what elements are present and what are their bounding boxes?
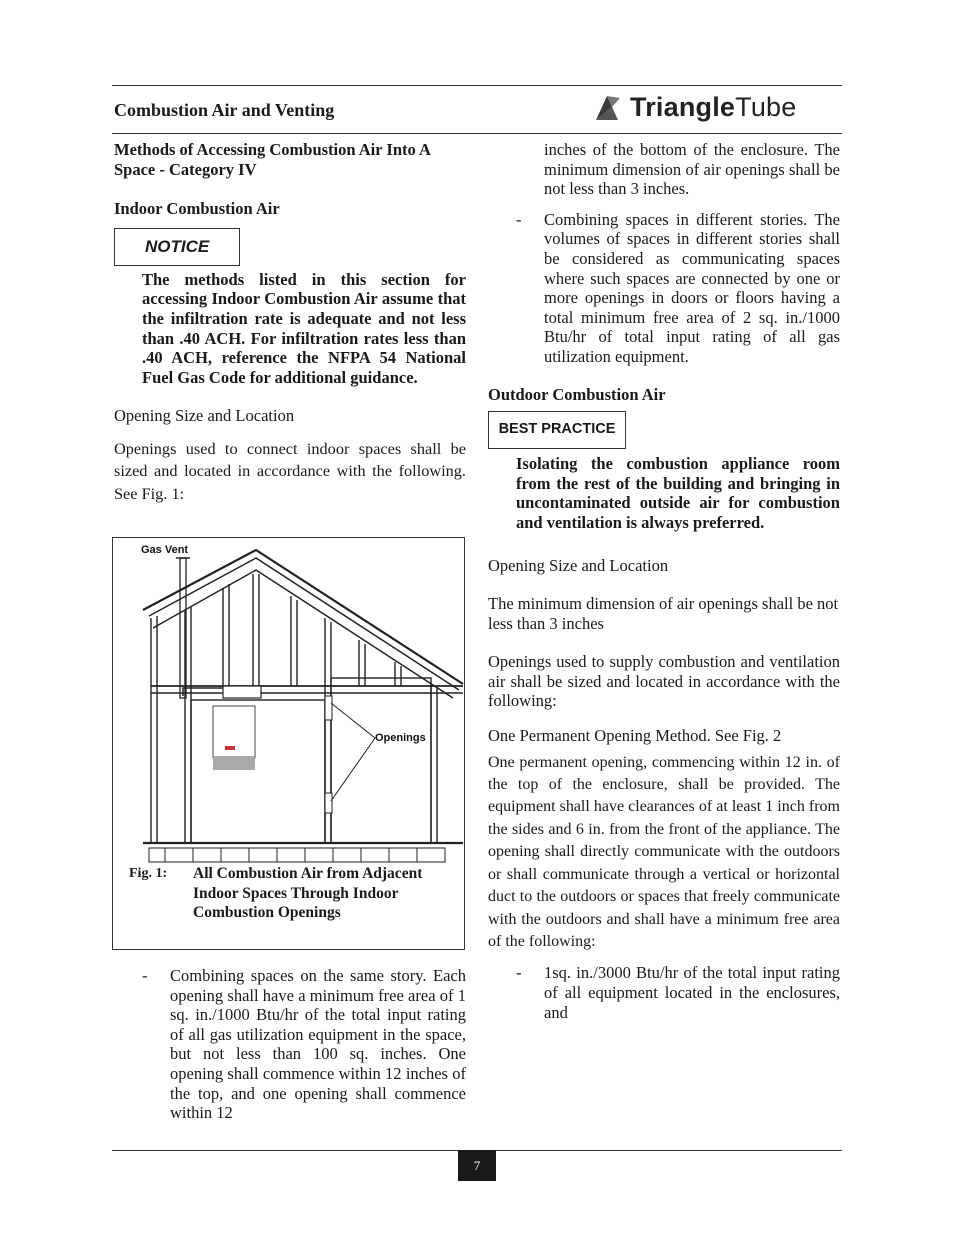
bullet-3000-text: 1sq. in./3000 Btu/hr of the total input rating of all equipment located in the enclosures, and <box>544 963 840 1022</box>
gas-vent-label: Gas Vent <box>141 544 189 556</box>
min-dimension-text: The minimum dimension of air openings shall be not less than 3 inches <box>488 594 839 633</box>
notice-label: NOTICE <box>145 236 210 256</box>
bullet-different-stories <box>516 210 840 367</box>
figure-caption-text: All Combustion Air from Adjacent Indoor Spaces Through Indoor Combustion Openings <box>193 865 423 921</box>
opening-size-title: Opening Size and Location <box>114 406 295 426</box>
notice-text: The methods listed in this section for accessing Indoor Combustion Air assume that the infiltration rate is adequate and not less than .40 ACH. For infiltration rates less than .40 ACH, reference the NFPA 54 National Fuel Gas Code for additional guidance. <box>142 269 466 387</box>
left-column-bottom <box>142 966 466 1123</box>
indoor-heading: Indoor Combustion Air <box>114 199 280 219</box>
triangle-tube-logo <box>590 88 840 126</box>
figure-1 <box>112 537 465 950</box>
best-practice-text: Isolating the combustion appliance room from the rest of the building and bringing in uncontaminated outside air for combustion and ventilation is always preferred. <box>516 454 840 532</box>
bullet-same-story <box>142 966 466 1123</box>
logo-text <box>630 92 796 123</box>
continued-text: inches of the bottom of the enclosure. The minimum dimension of air openings shall be not less than 3 inches. <box>544 140 840 199</box>
outdoor-heading: Outdoor Combustion Air <box>488 384 666 404</box>
opening-size-text: Openings used to connect indoor spaces shall be sized and located in accordance with the following. See Fig. 1: <box>114 438 466 503</box>
logo-text-tube: Tube <box>735 91 797 122</box>
header-rule <box>112 133 842 134</box>
one-permanent-text: One permanent opening, commencing within 12 in. of the top of the enclosure, shall be provided. The equipment shall have clearances of at least 1 inch from the sides and 6 in. from the front of the appliance. The opening shall directly communicate with the outdoors or shall communicate through a vertical or horizontal duct to the outdoors or spaces that freely communicate with the outdoors and shall have a minimum free area of the following: <box>488 753 840 950</box>
bullet-dash: - <box>516 209 522 229</box>
left-column <box>114 140 466 505</box>
logo-text-triangle: Triangle <box>630 91 736 122</box>
best-practice-label: BEST PRACTICE <box>498 421 616 438</box>
top-rule <box>112 85 842 86</box>
page-number: 7 <box>458 1150 496 1181</box>
house-diagram <box>113 538 464 863</box>
figure-caption <box>129 864 459 923</box>
best-practice-box <box>488 411 626 449</box>
openings-supply-text: Openings used to supply combustion and ventilation air shall be sized and located in accordance with the following: <box>488 652 840 711</box>
one-permanent-title: One Permanent Opening Method. See Fig. 2 <box>488 726 782 746</box>
section-title: Combustion Air and Venting <box>114 100 335 120</box>
figure-caption-label: Fig. 1: <box>129 866 168 881</box>
methods-heading: Methods of Accessing Combustion Air Into A Space - Category IV <box>114 140 430 179</box>
bullet-dash: - <box>516 963 522 983</box>
openings-label: Openings <box>375 732 426 744</box>
notice-box <box>114 228 240 266</box>
bullet-same-story-text: Combining spaces on the same story. Each opening shall have a minimum free area of 1 sq. in./1000 Btu/hr of the total input rating of all gas utilization equipment in the space, but not less than 100 sq. inches. One opening shall commence within 12 inches of the top, and one opening shall commence within 12 <box>170 966 466 1123</box>
logo-mark-icon <box>590 90 624 124</box>
bullet-dash: - <box>142 966 148 985</box>
bullet-different-stories-text: Combining spaces in different stories. The volumes of spaces in different stories shall be considered as communicating spaces where such spaces are connected by one or more openings in doors or floors having a total minimum free area of 2 sq. in./1000 Btu/hr of total input rating of all gas utilization equipment. <box>544 209 840 366</box>
right-opening-size-title: Opening Size and Location <box>488 555 669 575</box>
bullet-3000 <box>516 963 840 1022</box>
right-column <box>488 140 840 1022</box>
